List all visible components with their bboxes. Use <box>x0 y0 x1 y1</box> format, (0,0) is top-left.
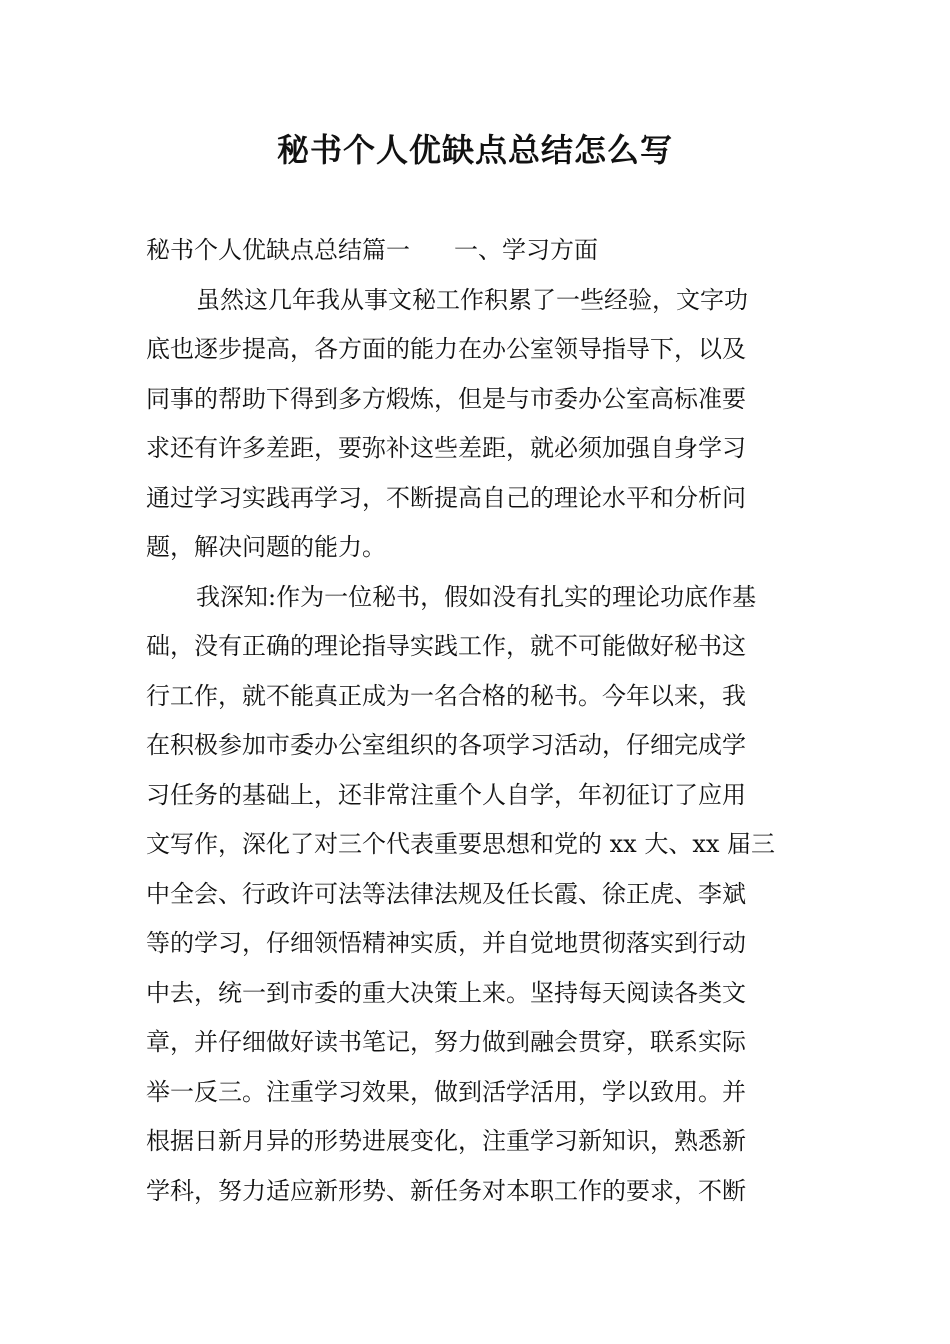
paragraph-line: 虽然这几年我从事文秘工作积累了一些经验，文字功 <box>196 285 748 314</box>
paragraph-line: 习任务的基础上，还非常注重个人自学，年初征订了应用 <box>146 780 746 809</box>
paragraph-line: 举一反三。注重学习效果，做到活学活用，学以致用。并 <box>146 1077 746 1106</box>
paragraph-line: 行工作，就不能真正成为一名合格的秘书。今年以来，我 <box>146 681 746 710</box>
paragraph-line: 中去，统一到市委的重大决策上来。坚持每天阅读各类文 <box>146 978 746 1007</box>
paragraph-1 <box>146 276 806 573</box>
paragraph-line: 根据日新月异的形势进展变化，注重学习新知识，熟悉新 <box>146 1127 746 1155</box>
paragraph-2 <box>146 573 806 1217</box>
document-body <box>146 226 806 1216</box>
paragraph-line: 底也逐步提高，各方面的能力在办公室领导指导下，以及 <box>146 335 746 363</box>
paragraph-line: 我深知:作为一位秘书，假如没有扎实的理论功底作基 <box>196 582 757 611</box>
section-heading-label: 一、学习方面 <box>454 236 598 264</box>
paragraph-line: 础，没有正确的理论指导实践工作，就不可能做好秘书这 <box>146 632 746 660</box>
section-heading <box>146 226 806 276</box>
paragraph-line: 题，解决问题的能力。 <box>146 533 386 561</box>
article-heading: 秘书个人优缺点总结篇一 <box>146 236 410 264</box>
paragraph-line: 等的学习，仔细领悟精神实质，并自觉地贯彻落实到行动 <box>146 929 746 957</box>
paragraph-line: 求还有许多差距，要弥补这些差距，就必须加强自身学习 <box>146 434 746 462</box>
paragraph-line: 中全会、行政许可法等法律法规及任长霞、徐正虎、李斌 <box>146 879 746 908</box>
paragraph-line: 在积极参加市委办公室组织的各项学习活动，仔细完成学 <box>146 731 746 759</box>
paragraph-line: 学科，努力适应新形势、新任务对本职工作的要求，不断 <box>146 1176 746 1205</box>
paragraph-line: 文写作，深化了对三个代表重要思想和党的 xx 大、xx 届三 <box>146 830 776 858</box>
document-title: 秘书个人优缺点总结怎么写 <box>276 131 673 169</box>
paragraph-line: 同事的帮助下得到多方煅炼，但是与市委办公室高标准要 <box>146 384 746 413</box>
paragraph-line: 通过学习实践再学习，不断提高自己的理论水平和分析问 <box>146 483 746 512</box>
paragraph-line: 章，并仔细做好读书笔记，努力做到融会贯穿，联系实际 <box>146 1028 746 1056</box>
